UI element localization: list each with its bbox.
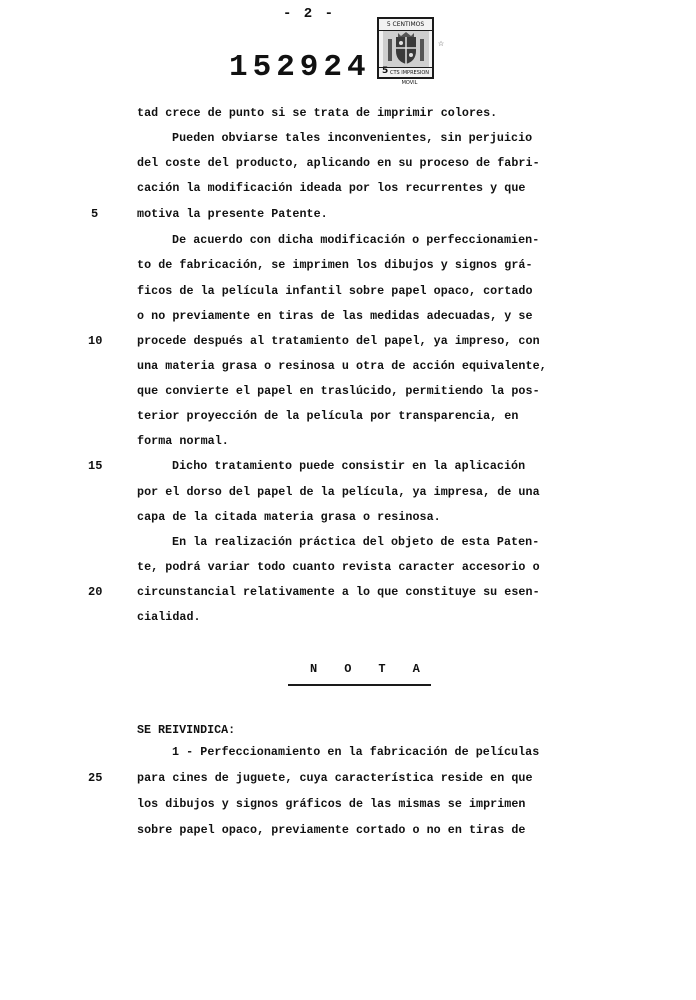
revenue-stamp	[377, 17, 434, 86]
text-line: De acuerdo con dicha modificación o perfeccionamien-	[172, 233, 540, 247]
text-line: motiva la presente Patente.	[137, 207, 328, 221]
text-line: o no previamente en tiras de las medidas adecuadas, y se	[137, 309, 533, 323]
text-line: una materia grasa o resinosa u otra de acción equivalente,	[137, 359, 547, 373]
text-line: que convierte el papel en traslúcido, permitiendo la pos-	[137, 384, 540, 398]
text-line: forma normal.	[137, 434, 229, 448]
text-line: por el dorso del papel de la película, ya impresa, de una	[137, 485, 540, 499]
stamp-value: 5	[382, 66, 389, 76]
text-line: te, podrá variar todo cuanto revista caracter accesorio o	[137, 560, 540, 574]
line-number: 10	[88, 334, 103, 348]
text-line: tad crece de punto si se trata de imprimir colores.	[137, 106, 498, 120]
claim-line: 1 - Perfeccionamiento en la fabricación de películas	[172, 745, 540, 759]
text-line: En la realización práctica del objeto de esta Paten-	[172, 535, 540, 549]
text-line: capa de la citada materia grasa o resinosa.	[137, 510, 441, 524]
claim-line: sobre papel opaco, previamente cortado o no en tiras de	[137, 823, 526, 837]
text-line: circunstancial relativamente a lo que constituye su esen-	[137, 585, 540, 599]
document-number: 152924	[229, 50, 371, 85]
coat-of-arms-icon	[383, 31, 429, 67]
text-line: procede después al tratamiento del papel, ya impreso, con	[137, 334, 540, 348]
star-mark-icon: ☆	[438, 39, 445, 50]
text-line: cialidad.	[137, 610, 201, 624]
text-line: Dicho tratamiento puede consistir en la aplicación	[172, 459, 526, 473]
line-number: 15	[88, 459, 103, 473]
nota-heading: NOTA	[310, 662, 447, 676]
stamp-top-text: 5 CENTIMOS	[379, 19, 432, 31]
line-number: 5	[91, 207, 99, 221]
heading-underline	[288, 684, 431, 686]
line-number: 20	[88, 585, 103, 599]
text-line: del coste del producto, aplicando en su proceso de fabri-	[137, 156, 540, 170]
text-line: terior proyección de la película por transparencia, en	[137, 409, 519, 423]
stamp-bottom-text: CTS IMPRESION MOVIL	[379, 67, 432, 77]
page-number: - 2 -	[283, 6, 336, 22]
claim-line: los dibujos y signos gráficos de las mismas se imprimen	[137, 797, 526, 811]
text-line: to de fabricación, se imprimen los dibujos y signos grá-	[137, 258, 533, 272]
claims-intro: SE REIVINDICA:	[137, 723, 236, 737]
text-line: Pueden obviarse tales inconvenientes, sin perjuicio	[172, 131, 533, 145]
claim-line: para cines de juguete, cuya característica reside en que	[137, 771, 533, 785]
text-line: cación la modificación ideada por los recurrentes y que	[137, 181, 526, 195]
line-number: 25	[88, 771, 103, 785]
text-line: ficos de la película infantil sobre papel opaco, cortado	[137, 284, 533, 298]
